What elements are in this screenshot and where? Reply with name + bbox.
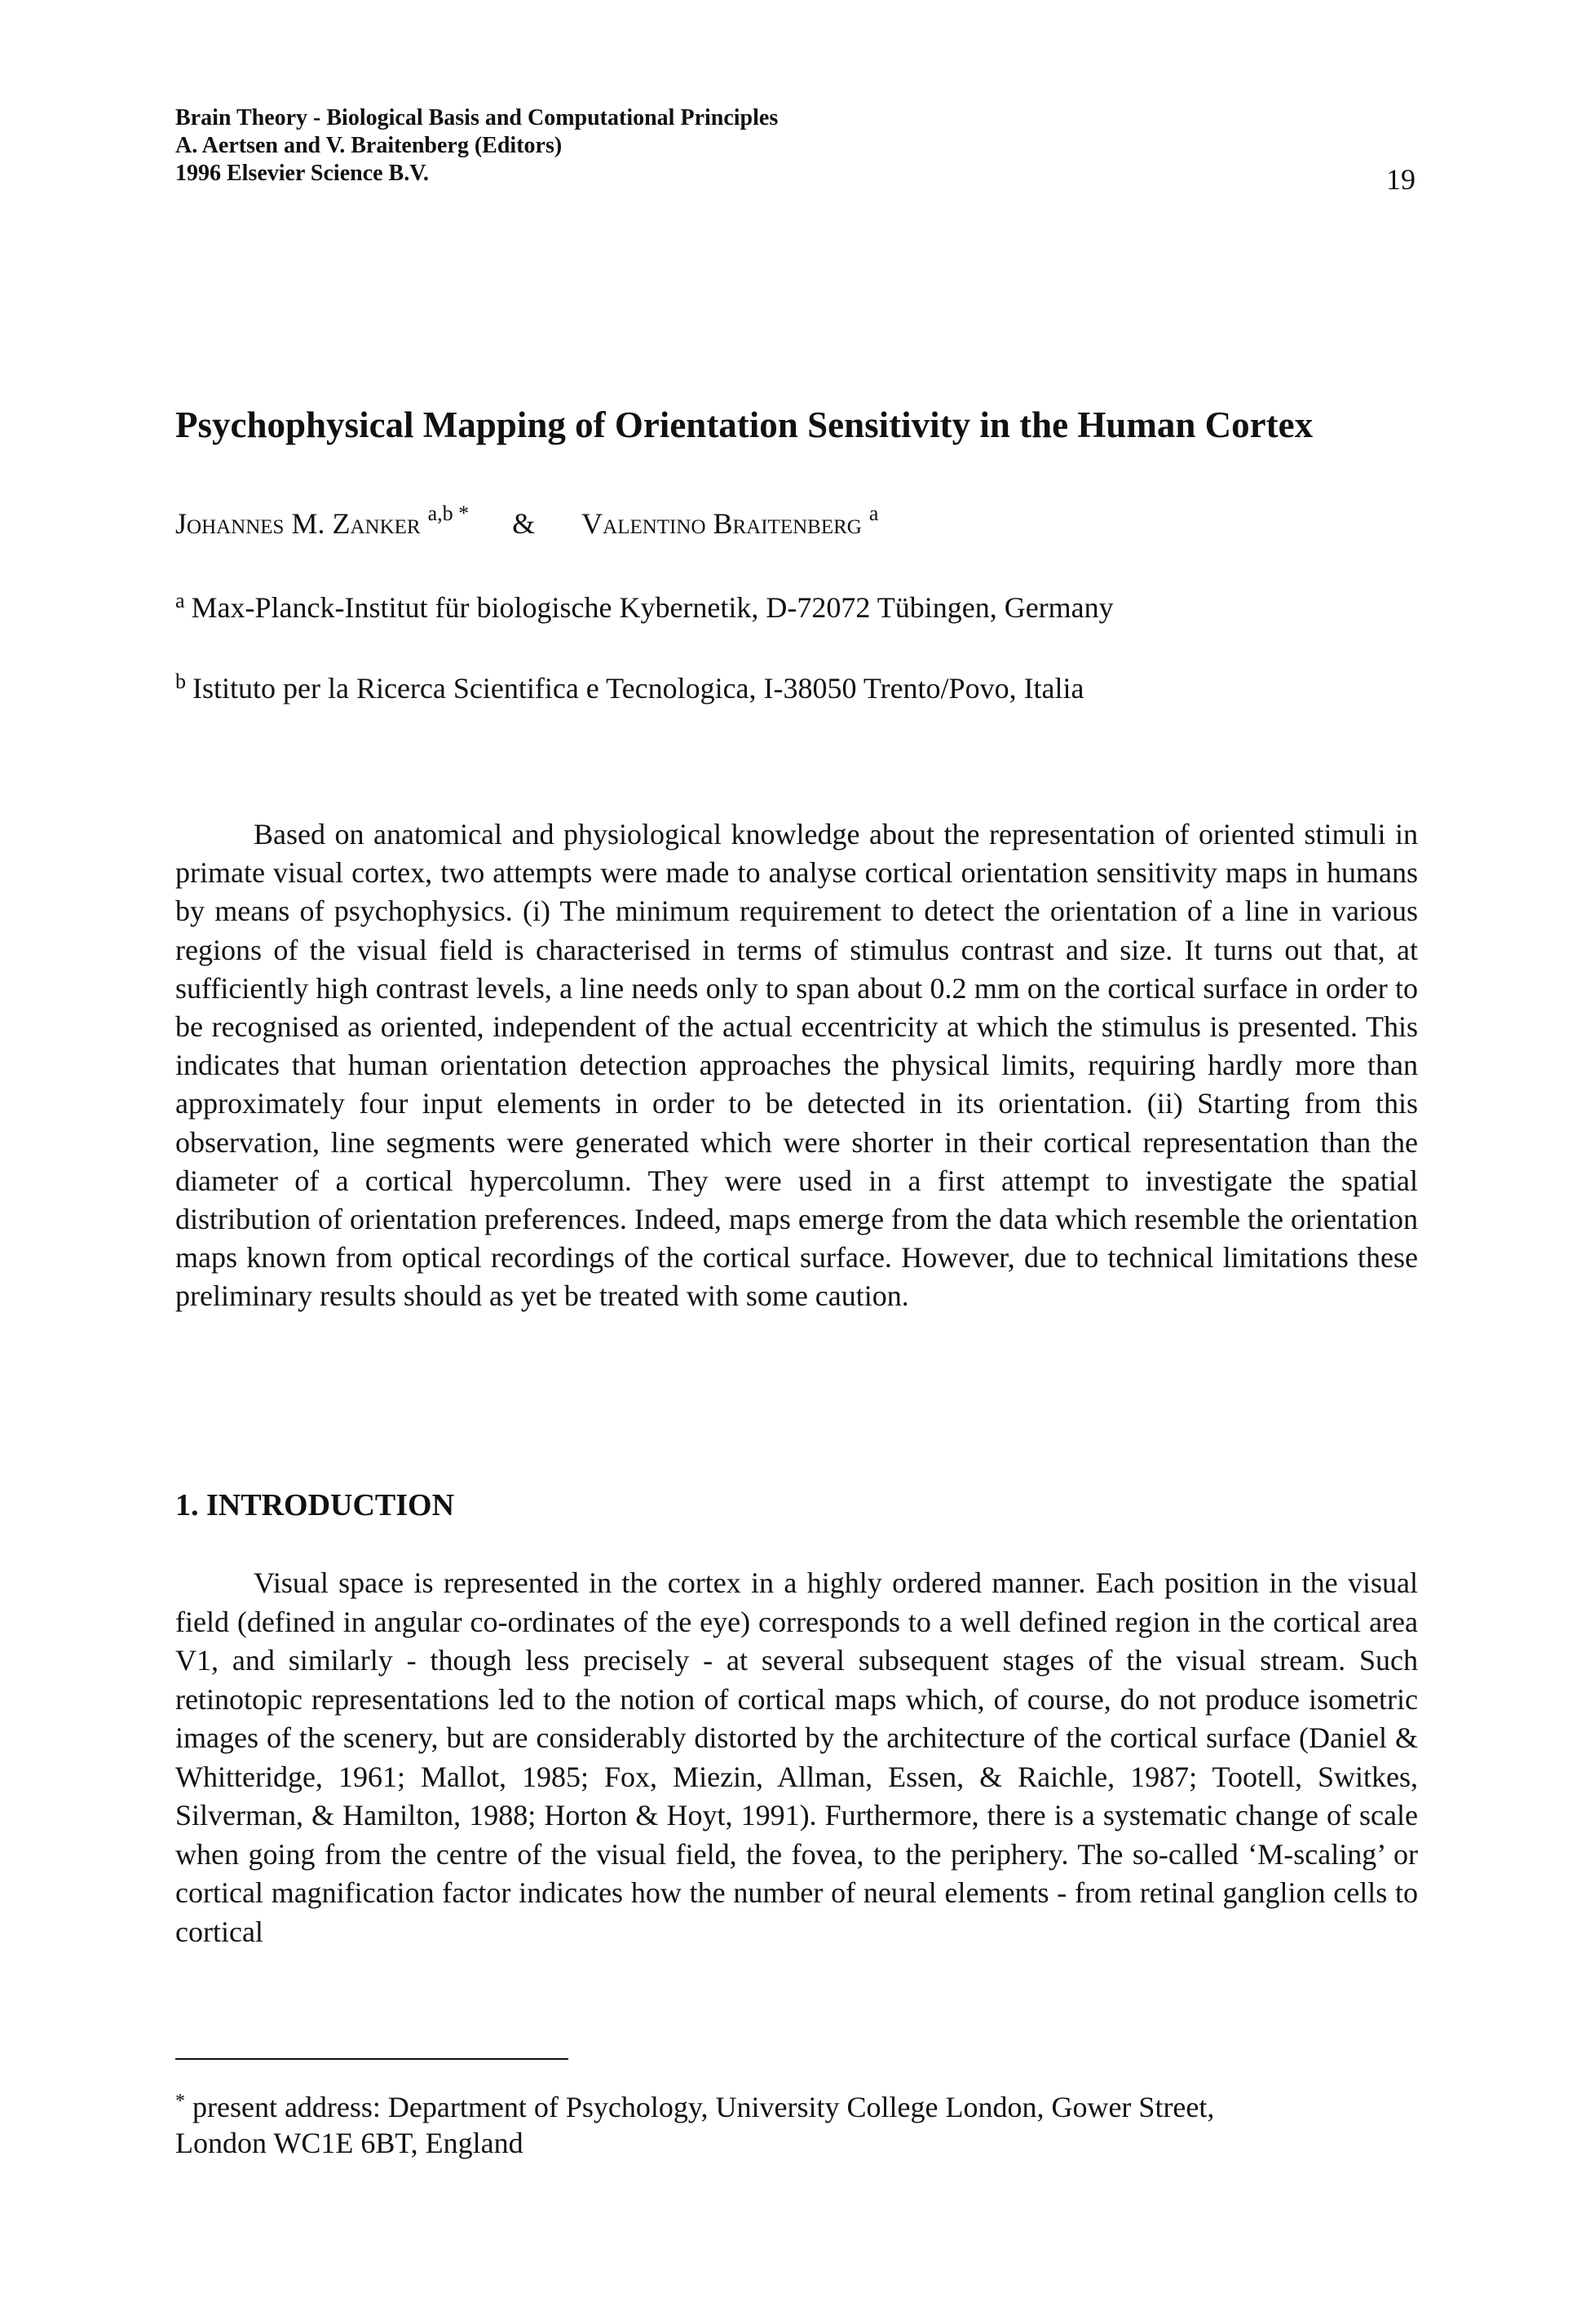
- running-head-publisher: 1996 Elsevier Science B.V.: [175, 161, 429, 186]
- footnote-mark: *: [175, 2091, 185, 2112]
- author-line: [175, 501, 879, 541]
- footnote-text-1: present address: Department of Psychology, University College London, Gower Street,: [192, 2091, 1215, 2123]
- running-head-book-title: Brain Theory - Biological Basis and Computational Principles: [175, 105, 779, 130]
- running-head-editors: A. Aertsen and V. Braitenberg (Editors): [175, 133, 563, 158]
- paper-title: Psychophysical Mapping of Orientation Sensitivity in the Human Cortex: [175, 404, 1314, 445]
- affiliation-a-label: a: [175, 589, 185, 612]
- affiliation-b: [175, 670, 1084, 706]
- affiliation-a: [175, 590, 1114, 625]
- footnote-line-2: London WC1E 6BT, England: [175, 2127, 523, 2159]
- affiliation-a-text: Max-Planck-Institut für biologische Kybernetik, D-72072 Tübingen, Germany: [191, 591, 1114, 624]
- footnote: [175, 2089, 1398, 2161]
- author-2-affiliation-marks: a: [868, 501, 879, 525]
- footnote-divider: [175, 2058, 568, 2060]
- running-head: [175, 104, 778, 188]
- page-number: 19: [1386, 163, 1416, 196]
- section-heading-introduction: 1. INTRODUCTION: [175, 1488, 455, 1522]
- author-1-name: Johannes M. Zanker: [175, 507, 421, 540]
- affiliation-b-label: b: [175, 669, 186, 693]
- author-1-affiliation-marks: a,b *: [427, 501, 470, 525]
- introduction-paragraph: Visual space is represented in the cortex in a highly ordered manner. Each position in the visual field (defined in angular co-ordinates of the eye) corresponds to a well defined region in the cortical area V1, and similarly - though less precisely - at several subsequent stages of the visual stream. Such retinotopic representations led to the notion of cortical maps which, of course, do not produce isometric images of the scenery, but are considerably distorted by the architecture of the cortical surface (Daniel & Whitteridge, 1961; Mallot, 1985; Fox, Miezin, Allman, Essen, & Raichle, 1987; Tootell, Switkes, Silverman, & Hamilton, 1988; Horton & Hoyt, 1991). Furthermore, there is a systematic change of scale when going from the centre of the visual field, the fovea, to the periphery. The so-called ‘M-scaling’ or cortical magnification factor indicates how the number of neural elements - from retinal ganglion cells to cortical: [175, 1566, 1418, 1948]
- author-separator: &: [512, 507, 536, 540]
- footnote-line-1: [175, 2089, 1398, 2125]
- affiliation-b-text: Istituto per la Ricerca Scientifica e Tecnologica, I-38050 Trento/Povo, Italia: [192, 672, 1084, 705]
- abstract-paragraph: Based on anatomical and physiological knowledge about the representation of oriented stimuli in primate visual cortex, two attempts were made to analyse cortical orientation sensitivity maps in humans by means of psychophysics. (i) The minimum requirement to detect the orientation of a line in various regions of the visual field is characterised in terms of stimulus contrast and size. It turns out that, at sufficiently high contrast levels, a line needs only to span about 0.2 mm on the cortical surface in order to be recognised as oriented, independent of the actual eccentricity at which the stimulus is presented. This indicates that human orientation detection approaches the physical limits, requiring hardly more than approximately four input elements in order to be detected in its orientation. (ii) Starting from this observation, line segments were generated which were shorter in their cortical representation than the diameter of a cortical hypercolumn. They were used in a first attempt to investigate the spatial distribution of orientation preferences. Indeed, maps emerge from the data which resemble the orientation maps known from optical recordings of the cortical surface. However, due to technical limitations these preliminary results should as yet be treated with some caution.: [175, 818, 1418, 1313]
- author-2-name: Valentino Braitenberg: [581, 507, 862, 540]
